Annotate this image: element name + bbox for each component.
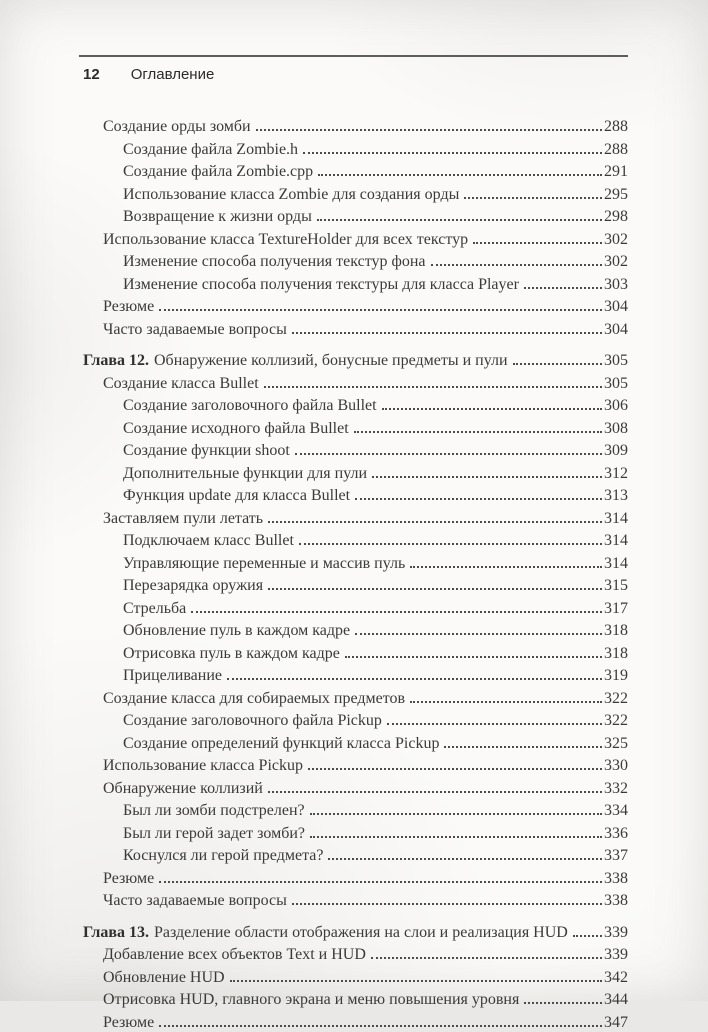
toc-entry-page: 338: [604, 869, 628, 889]
toc-entry-title: Создание файла Zombie.h: [123, 140, 298, 160]
toc-entry-title: Разделение области отображения на слои и реализация HUD: [154, 923, 568, 943]
dot-leader: [303, 137, 602, 154]
toc-entry-page: 309: [604, 441, 628, 461]
toc-entry-title: Добавление всех объектов Text и HUD: [103, 945, 366, 965]
toc-entry-title: Стрельба: [123, 599, 186, 619]
toc-entry-page: 318: [604, 644, 628, 664]
toc-entry-title: Отрисовка HUD, главного экрана и меню повышения уровня: [103, 990, 519, 1010]
toc-entry: [79, 528, 628, 551]
toc-entry-page: 304: [604, 320, 628, 340]
toc-entry-title: Подключаем класс Bullet: [123, 531, 294, 551]
toc-entry: [79, 843, 628, 866]
toc-entry-page: 337: [604, 846, 628, 866]
toc-entry: [79, 686, 628, 709]
toc-entry-title: Обновление HUD: [103, 968, 225, 988]
toc-entry-title: Использование класса Zombie для создания орды: [123, 185, 459, 205]
dot-leader: [292, 888, 602, 905]
toc-entry: [79, 965, 628, 988]
dot-leader: [387, 708, 602, 725]
dot-leader: [159, 866, 602, 883]
toc-entry: [79, 942, 628, 965]
page-content: [79, 55, 628, 1032]
toc-entry-title: Создание класса для собираемых предметов: [103, 689, 405, 709]
toc-entry: [79, 663, 628, 686]
toc-entry-page: 305: [604, 374, 628, 394]
dot-leader: [230, 965, 602, 982]
toc-entry: [79, 114, 628, 137]
dot-leader: [513, 348, 602, 365]
toc-entry-title: Создание определений функций класса Pickup: [123, 734, 439, 754]
dot-leader: [268, 776, 602, 793]
toc-entry: [79, 438, 628, 461]
dot-leader: [268, 573, 602, 590]
toc-entry: [79, 204, 628, 227]
dot-leader: [464, 182, 602, 199]
dot-leader: [382, 393, 602, 410]
toc-entry-title: Резюме: [103, 297, 154, 317]
toc-entry: [79, 348, 628, 371]
dot-leader: [524, 987, 602, 1004]
toc-list: [79, 114, 628, 1032]
dot-leader: [159, 294, 602, 311]
dot-leader: [431, 249, 602, 266]
toc-entry-page: 304: [604, 297, 628, 317]
toc-entry-title: Был ли герой задет зомби?: [123, 824, 305, 844]
toc-entry-page: 314: [604, 554, 628, 574]
toc-entry: [79, 294, 628, 317]
toc-entry: [79, 137, 628, 160]
toc-entry-page: 322: [604, 689, 628, 709]
toc-entry-page: 308: [604, 419, 628, 439]
toc-entry-title: Изменение способа получения текстуры для класса Player: [123, 275, 519, 295]
toc-entry-page: 319: [604, 666, 628, 686]
toc-entry-title: Функция update для класса Bullet: [123, 486, 350, 506]
toc-entry: [79, 506, 628, 529]
toc-entry-title: Часто задаваемые вопросы: [103, 891, 287, 911]
dot-leader: [410, 551, 602, 568]
toc-entry-page: 302: [604, 230, 628, 250]
toc-entry-page: 325: [604, 734, 628, 754]
toc-entry: [79, 866, 628, 889]
toc-entry-title: Перезарядка оружия: [123, 576, 263, 596]
toc-entry-title: Изменение способа получения текстур фона: [123, 252, 426, 272]
toc-entry-page: 288: [604, 140, 628, 160]
toc-entry-page: 314: [604, 531, 628, 551]
toc-entry: [79, 821, 628, 844]
dot-leader: [295, 438, 602, 455]
toc-entry-title: Резюме: [103, 869, 154, 889]
toc-entry-title: Обнаружение коллизий: [103, 779, 263, 799]
toc-entry-title: Был ли зомби подстрелен?: [123, 801, 305, 821]
dot-leader: [317, 204, 602, 221]
toc-entry-title: Создание заголовочного файла Pickup: [123, 711, 382, 731]
toc-entry-page: 305: [604, 351, 628, 371]
toc-entry-page: 318: [604, 621, 628, 641]
dot-leader: [310, 821, 602, 838]
dot-leader: [328, 843, 602, 860]
toc-entry: [79, 798, 628, 821]
toc-entry-page: 347: [604, 1013, 628, 1032]
toc-entry-title: Создание класса Bullet: [103, 374, 259, 394]
toc-entry-title: Прицеливание: [123, 666, 222, 686]
toc-entry: [79, 1010, 628, 1032]
toc-entry: [79, 573, 628, 596]
toc-entry: [79, 416, 628, 439]
toc-entry: [79, 249, 628, 272]
dot-leader: [256, 114, 602, 131]
toc-entry-page: 339: [604, 945, 628, 965]
dot-leader: [573, 920, 602, 937]
toc-entry: [79, 987, 628, 1010]
dot-leader: [268, 506, 602, 523]
dot-leader: [355, 483, 602, 500]
toc-entry: [79, 182, 628, 205]
dot-leader: [524, 272, 602, 289]
toc-entry: [79, 708, 628, 731]
dot-leader: [227, 663, 602, 680]
dot-leader: [473, 227, 602, 244]
chapter-prefix: Глава 12.: [83, 351, 149, 371]
dot-leader: [371, 942, 602, 959]
toc-entry-title: Дополнительные функции для пули: [123, 464, 367, 484]
toc-entry-title: Коснулся ли герой предмета?: [123, 846, 323, 866]
dot-leader: [318, 159, 602, 176]
toc-entry: [79, 461, 628, 484]
dot-leader: [345, 641, 602, 658]
dot-leader: [444, 731, 602, 748]
toc-entry: [79, 888, 628, 911]
toc-entry-title: Возвращение к жизни орды: [123, 207, 312, 227]
toc-entry-page: 291: [604, 162, 628, 182]
toc-entry-page: 330: [604, 756, 628, 776]
page-number: 12: [83, 66, 100, 83]
toc-entry-page: 344: [604, 990, 628, 1010]
dot-leader: [292, 317, 602, 334]
toc-entry: [79, 483, 628, 506]
dot-leader: [310, 798, 602, 815]
toc-entry: [79, 731, 628, 754]
toc-entry-title: Создание исходного файла Bullet: [123, 419, 349, 439]
toc-entry: [79, 776, 628, 799]
toc-entry-page: 306: [604, 396, 628, 416]
dot-leader: [355, 618, 602, 635]
toc-entry-title: Создание функции shoot: [123, 441, 290, 461]
toc-entry-page: 298: [604, 207, 628, 227]
toc-entry: [79, 641, 628, 664]
toc-entry-page: 336: [604, 824, 628, 844]
toc-entry-title: Часто задаваемые вопросы: [103, 320, 287, 340]
toc-entry-title: Отрисовка пуль в каждом кадре: [123, 644, 340, 664]
toc-entry-page: 295: [604, 185, 628, 205]
chapter-prefix: Глава 13.: [83, 923, 149, 943]
toc-entry: [79, 159, 628, 182]
toc-entry-page: 322: [604, 711, 628, 731]
toc-entry: [79, 618, 628, 641]
toc-entry: [79, 920, 628, 943]
toc-entry: [79, 753, 628, 776]
dot-leader: [410, 686, 602, 703]
toc-entry: [79, 227, 628, 250]
toc-entry-page: 288: [604, 117, 628, 137]
toc-entry: [79, 371, 628, 394]
toc-entry-page: 314: [604, 509, 628, 529]
toc-entry-title: Использование класса Pickup: [103, 756, 303, 776]
toc-entry-page: 315: [604, 576, 628, 596]
toc-entry-page: 303: [604, 275, 628, 295]
toc-entry-page: 338: [604, 891, 628, 911]
dot-leader: [191, 596, 602, 613]
running-header: [79, 55, 628, 83]
toc-entry-title: Заставляем пули летать: [103, 509, 263, 529]
toc-entry-title: Резюме: [103, 1013, 154, 1032]
toc-entry: [79, 272, 628, 295]
dot-leader: [299, 528, 602, 545]
toc-entry-title: Использование класса TextureHolder для всех текстур: [103, 230, 468, 250]
toc-entry-page: 332: [604, 779, 628, 799]
toc-entry-page: 313: [604, 486, 628, 506]
toc-entry-title: Создание орды зомби: [103, 117, 251, 137]
dot-leader: [264, 371, 602, 388]
toc-entry: [79, 317, 628, 340]
toc-entry-title: Обнаружение коллизий, бонусные предметы и пули: [154, 351, 508, 371]
dot-leader: [354, 416, 602, 433]
toc-entry-title: Управляющие переменные и массив пуль: [123, 554, 405, 574]
toc-entry-title: Обновление пуль в каждом кадре: [123, 621, 350, 641]
toc-entry-page: 334: [604, 801, 628, 821]
toc-entry-page: 302: [604, 252, 628, 272]
toc-entry-title: Создание файла Zombie.cpp: [123, 162, 313, 182]
toc-entry-page: 317: [604, 599, 628, 619]
toc-entry: [79, 551, 628, 574]
dot-leader: [372, 461, 602, 478]
dot-leader: [159, 1010, 602, 1027]
toc-entry-title: Создание заголовочного файла Bullet: [123, 396, 377, 416]
toc-entry: [79, 393, 628, 416]
dot-leader: [308, 753, 602, 770]
toc-entry-page: 312: [604, 464, 628, 484]
toc-entry-page: 342: [604, 968, 628, 988]
page-title: Оглавление: [131, 66, 215, 83]
toc-entry-page: 339: [604, 923, 628, 943]
toc-entry: [79, 596, 628, 619]
